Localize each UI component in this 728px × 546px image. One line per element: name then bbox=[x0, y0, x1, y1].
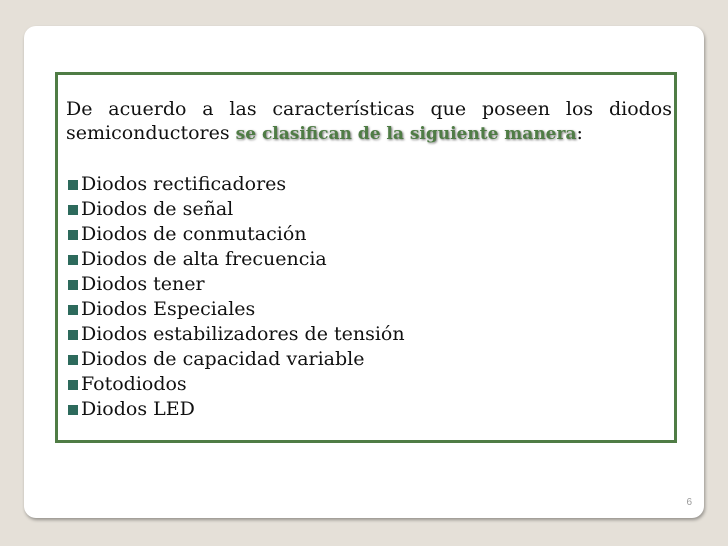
square-bullet-icon bbox=[68, 205, 78, 215]
page-number: 6 bbox=[686, 497, 692, 508]
square-bullet-icon bbox=[68, 255, 78, 265]
intro-text: De acuerdo a las características que poseen los diodos semiconductores bbox=[66, 98, 672, 144]
list-item-label: Diodos LED bbox=[81, 398, 195, 420]
list-item-label: Diodos estabilizadores de tensión bbox=[81, 323, 405, 345]
square-bullet-icon bbox=[68, 180, 78, 190]
square-bullet-icon bbox=[68, 305, 78, 315]
list-item bbox=[68, 247, 405, 272]
list-item bbox=[68, 372, 405, 397]
square-bullet-icon bbox=[68, 330, 78, 340]
list-item bbox=[68, 272, 405, 297]
list-item-label: Diodos de señal bbox=[81, 198, 234, 220]
list-item bbox=[68, 322, 405, 347]
list-item bbox=[68, 297, 405, 322]
diode-list bbox=[68, 172, 405, 422]
list-item-label: Diodos de alta frecuencia bbox=[81, 248, 327, 270]
slide bbox=[24, 26, 704, 518]
list-item-label: Diodos rectificadores bbox=[81, 173, 287, 195]
list-item-label: Diodos Especiales bbox=[81, 298, 256, 320]
list-item-label: Diodos de conmutación bbox=[81, 223, 307, 245]
intro-colon: : bbox=[576, 122, 583, 144]
list-item bbox=[68, 347, 405, 372]
content-box bbox=[55, 72, 677, 443]
square-bullet-icon bbox=[68, 380, 78, 390]
list-item-label: Diodos de capacidad variable bbox=[81, 348, 365, 370]
square-bullet-icon bbox=[68, 280, 78, 290]
square-bullet-icon bbox=[68, 355, 78, 365]
list-item bbox=[68, 197, 405, 222]
list-item bbox=[68, 397, 405, 422]
intro-paragraph bbox=[66, 97, 672, 146]
list-item-label: Diodos tener bbox=[81, 273, 205, 295]
square-bullet-icon bbox=[68, 405, 78, 415]
list-item-label: Fotodiodos bbox=[81, 373, 187, 395]
square-bullet-icon bbox=[68, 230, 78, 240]
list-item bbox=[68, 172, 405, 197]
list-item bbox=[68, 222, 405, 247]
intro-highlight: se clasifican de la siguiente manera bbox=[235, 124, 577, 144]
